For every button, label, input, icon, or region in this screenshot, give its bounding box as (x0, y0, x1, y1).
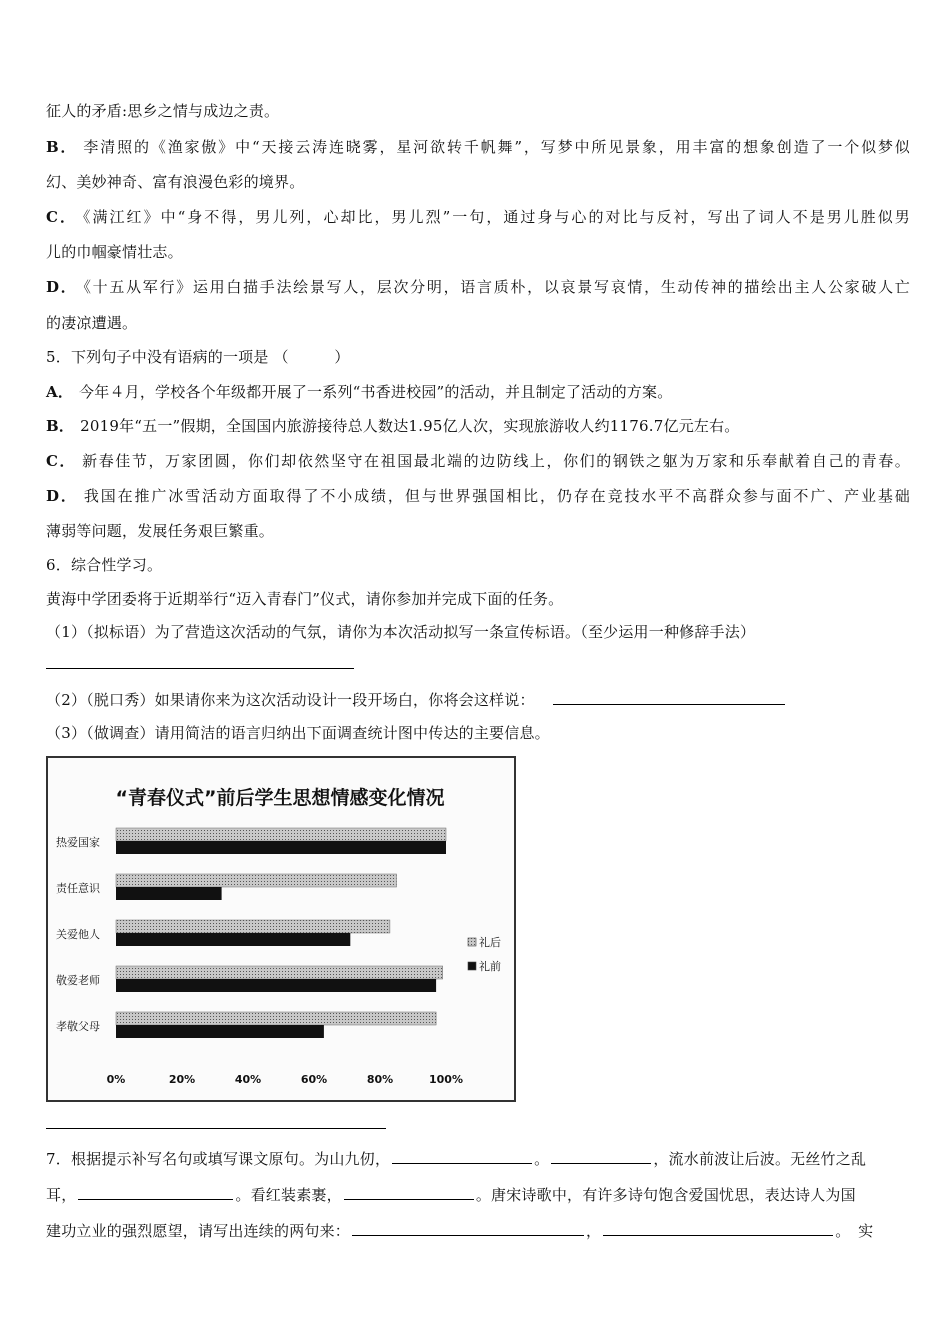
option-text: 李清照的《渔家傲》中“天接云涛连晓雾，星河欲转千帆舞”，写梦中所见景象，用丰富的想象创造了一个似梦似 (83, 138, 910, 156)
task-text: （2）（脱口秀）如果请你来为这次活动设计一段开场白，你将会这样说： (46, 691, 535, 709)
bar-礼前-关爱他人 (116, 933, 350, 946)
answer-blank[interactable] (392, 1147, 532, 1164)
category-label: 关爱他人 (56, 928, 100, 941)
x-tick-label: 60% (300, 1073, 328, 1086)
text-line: 儿的巾帼豪情壮志。 (46, 243, 183, 261)
legend-swatch (468, 962, 476, 970)
x-tick-label: 20% (168, 1073, 196, 1086)
text-line: 薄弱等问题，发展任务艰巨繁重。 (46, 522, 275, 540)
bar-礼后-责任意识 (116, 874, 397, 887)
answer-blank[interactable] (551, 1147, 651, 1164)
legend-label: 礼后 (479, 936, 501, 949)
bar-礼后-关爱他人 (116, 920, 390, 933)
option-label: B． (46, 417, 75, 435)
option-text: 2019年“五一”假期，全国国内旅游接待总人数达1.95亿人次，实现旅游收人约1176.7亿元左右。 (80, 417, 740, 435)
q7-text: ，流水前波让后波。无丝竹之乱 (653, 1150, 867, 1168)
bar-礼前-敬爱老师 (116, 979, 436, 992)
option-label: D． (46, 487, 78, 505)
q6-task-1: （1）（拟标语）为了营造这次活动的气氛，请你为本次活动拟写一条宣传标语。（至少运用一种修辞手法） (46, 623, 756, 641)
q6-task-2 (46, 688, 910, 710)
legend-swatch (468, 938, 476, 946)
category-label: 敬爱老师 (56, 974, 100, 987)
q5-option-d (46, 485, 910, 507)
question-5: 5．下列句子中没有语病的一项是 （ ） (46, 348, 350, 366)
bar-礼后-热爱国家 (116, 828, 446, 841)
category-label: 热爱国家 (56, 836, 100, 849)
option-b (46, 136, 910, 158)
bars-group (116, 828, 446, 1038)
q7-text: 。唐宋诗歌中，有许多诗句饱含爱国忧思，表达诗人为国 (475, 1186, 856, 1204)
bar-礼前-孝敬父母 (116, 1025, 324, 1038)
bar-礼前-热爱国家 (116, 841, 446, 854)
answer-blank[interactable] (553, 688, 785, 705)
q7-text: 。看红装素裹， (235, 1186, 342, 1204)
x-tick-labels (107, 1073, 463, 1086)
q5-option-b (46, 415, 910, 437)
question-7-line-2 (46, 1183, 910, 1205)
q5-option-c (46, 450, 910, 472)
option-label: D． (46, 278, 78, 296)
answer-blank[interactable] (603, 1219, 833, 1236)
q7-text: 耳， (46, 1186, 77, 1204)
option-d (46, 276, 910, 298)
option-text: 我国在推广冰雪活动方面取得了不小成绩，但与世界强国相比，仍存在竞技水平不高群众参与面不广、产业基础 (83, 487, 910, 505)
answer-blank[interactable] (46, 1128, 386, 1129)
survey-chart (46, 756, 516, 1102)
q5-option-a (46, 381, 910, 403)
q7-text: ， (586, 1222, 602, 1240)
option-c (46, 206, 910, 228)
answer-blank[interactable] (78, 1183, 233, 1200)
option-label: B． (46, 138, 78, 156)
text-line: 幻、美妙神奇、富有浪漫色彩的境界。 (46, 173, 305, 191)
answer-blank[interactable] (46, 668, 354, 669)
q7-text: 建功立业的强烈愿望，请写出连续的两句来： (46, 1222, 351, 1240)
x-tick-label: 0% (106, 1073, 126, 1086)
option-text: 今年４月，学校各个年级都开展了一系列“书香进校园”的活动，并且制定了活动的方案。 (79, 383, 673, 401)
text-line: 的凄凉遭遇。 (46, 314, 138, 332)
question-7-line-3 (46, 1219, 910, 1241)
option-text: 《满江红》中“身不得，男儿列，心却比，男儿烈”一句，通过身与心的对比与反衬，写出了词人不是男儿胜似男 (82, 208, 910, 226)
chart-title: “青春仪式”前后学生思想情感变化情况 (115, 787, 445, 809)
q6-intro: 黄海中学团委将于近期举行“迈入青春门”仪式，请你参加并完成下面的任务。 (46, 590, 564, 608)
option-text: 新春佳节，万家团圆，你们却依然坚守在祖国最北端的边防线上，你们的钢铁之躯为万家和乐奉献着自己的青春。 (82, 452, 910, 470)
q7-text: 7．根据提示补写名句或填写课文原句。为山九仞， (46, 1150, 391, 1168)
option-label: C． (46, 452, 77, 470)
option-text: 《十五从军行》运用白描手法绘景写人，层次分明，语言质朴，以哀景写哀情，生动传神的描绘出主人公家破人亡 (83, 278, 910, 296)
category-label: 责任意识 (56, 882, 100, 895)
category-labels (56, 835, 101, 1033)
category-label: 孝敬父母 (56, 1020, 100, 1033)
q6-task-3: （3）（做调查）请用简洁的语言归纳出下面调查统计图中传达的主要信息。 (46, 724, 550, 742)
bar-礼前-责任意识 (116, 887, 222, 900)
legend-label: 礼前 (479, 960, 501, 973)
x-tick-label: 100% (429, 1073, 463, 1086)
x-tick-label: 40% (234, 1073, 262, 1086)
q7-text: 。 实 (835, 1222, 874, 1240)
option-label: C． (46, 208, 77, 226)
text-line: 征人的矛盾:思乡之情与成边之责。 (46, 102, 280, 120)
question-7 (46, 1147, 910, 1169)
bar-礼后-敬爱老师 (116, 966, 443, 979)
chart-legend (468, 935, 501, 973)
bar-chart-svg (48, 758, 514, 1100)
option-label: A． (46, 383, 74, 401)
question-6: 6．综合性学习。 (46, 556, 163, 574)
x-tick-label: 80% (366, 1073, 394, 1086)
answer-blank[interactable] (344, 1183, 474, 1200)
answer-blank[interactable] (352, 1219, 584, 1236)
bar-礼后-孝敬父母 (116, 1012, 436, 1025)
q7-text: 。 (534, 1150, 550, 1168)
